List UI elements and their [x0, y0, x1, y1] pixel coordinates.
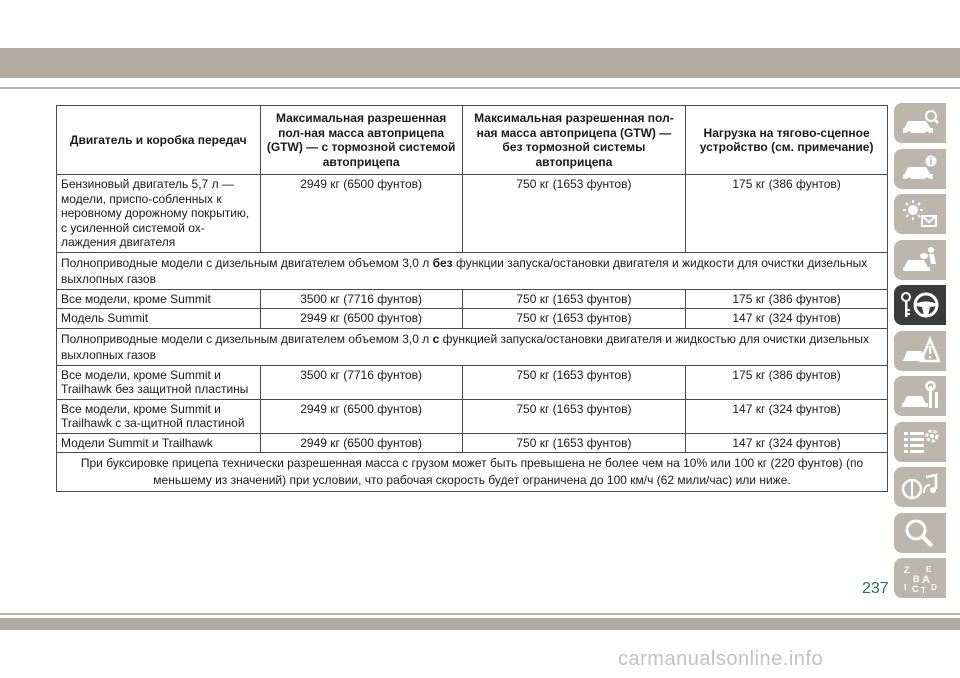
checklist-gear-icon — [900, 426, 940, 458]
row-tongue-cell: 147 кг (324 фунтов) — [686, 309, 888, 329]
footer-rule — [0, 613, 960, 615]
chapter-tab-safety[interactable] — [894, 240, 946, 280]
row-braked-cell: 2949 кг (6500 фунтов) — [260, 309, 462, 329]
row-unbraked-cell: 750 кг (1653 фунтов) — [462, 175, 686, 253]
header-band — [0, 48, 960, 78]
chapter-tab-car-info[interactable] — [894, 149, 946, 189]
row-tongue-cell: 175 кг (386 фунтов) — [686, 289, 888, 309]
index-letter: T — [921, 586, 926, 594]
index-letter: A — [922, 574, 930, 586]
towing-capacity-table — [56, 105, 888, 492]
section-emphasis: без — [432, 255, 453, 270]
index-letter: B — [913, 574, 920, 584]
page-number: 237 — [862, 580, 889, 597]
row-tongue-cell: 147 кг (324 фунтов) — [686, 399, 888, 433]
chapter-tab-technical-specs[interactable] — [894, 422, 946, 462]
steering-key-icon — [900, 289, 940, 321]
row-unbraked-cell: 750 кг (1653 фунтов) — [462, 433, 686, 453]
alphabet-index-icon — [900, 562, 940, 594]
row-engine-cell: Все модели, кроме Summit и Trailhawk с за-щитной пластиной — [57, 399, 261, 433]
chapter-tab-car-overview[interactable] — [894, 103, 946, 143]
car-airbag-icon — [900, 244, 940, 276]
index-letter: Z — [904, 565, 910, 575]
row-tongue-cell: 147 кг (324 фунтов) — [686, 433, 888, 453]
music-nav-icon — [900, 471, 940, 503]
table-section-row — [57, 328, 888, 365]
chapter-tab-servicing[interactable] — [894, 376, 946, 416]
header-engine: Двигатель и коробка передач — [57, 106, 261, 175]
table-section-row — [57, 252, 888, 289]
table-row — [57, 309, 888, 329]
row-braked-cell: 3500 кг (7716 фунтов) — [260, 365, 462, 399]
row-unbraked-cell: 750 кг (1653 фунтов) — [462, 289, 686, 309]
row-braked-cell: 2949 кг (6500 фунтов) — [260, 175, 462, 253]
row-tongue-cell: 175 кг (386 фунтов) — [686, 365, 888, 399]
table-row — [57, 289, 888, 309]
chapter-tab-strip — [894, 103, 946, 604]
chapter-tab-customer-assistance[interactable] — [894, 513, 946, 553]
row-unbraked-cell: 750 кг (1653 фунтов) — [462, 309, 686, 329]
table-header-row — [57, 106, 888, 175]
table-note: При буксировке прицепа технически разрешенная масса с грузом может быть превышена не более чем на 10% или 100 кг (220 фунтов) (по меньшему из значений) при условии, что рабочая скорость будет ограничена до 100 км/ч (62 мили/час) или ниже. — [57, 453, 888, 492]
section-text: функции запуска/остановки двигателя и жидкости для очистки дизельных выхлопных газов — [61, 255, 868, 286]
row-engine-cell: Бензиновый двигатель 5,7 л — модели, приспо-собленных к неровному дорожному покрытию, с усиленной системой ох-лаждения двигателя — [57, 175, 261, 253]
row-braked-cell: 2949 кг (6500 фунтов) — [260, 399, 462, 433]
row-braked-cell: 3500 кг (7716 фунтов) — [260, 289, 462, 309]
section-text: функцией запуска/остановки двигателя и жидкостью для очистки дизельных выхлопных газов — [61, 331, 870, 362]
row-engine-cell: Модель Summit — [57, 309, 261, 329]
table-row — [57, 433, 888, 453]
chapter-tab-warning-lights[interactable] — [894, 194, 946, 234]
header-gtw-unbraked: Максимальная разрешенная пол-ная масса автоприцепа (GTW) — без тормозной системы автоприцепа — [462, 106, 686, 175]
row-tongue-cell: 175 кг (386 фунтов) — [686, 175, 888, 253]
chapter-tab-starting-driving[interactable] — [894, 285, 946, 325]
header-rule — [0, 87, 960, 89]
table-row — [57, 365, 888, 399]
warning-triangle-icon — [900, 335, 940, 367]
row-engine-cell: Все модели, кроме Summit — [57, 289, 261, 309]
chapter-tab-multimedia[interactable] — [894, 467, 946, 507]
index-letter: D — [931, 583, 937, 592]
car-magnifier-icon — [900, 107, 940, 139]
section-heading-diesel-no-stop-start — [57, 252, 888, 289]
header-gtw-braked: Максимальная разрешенная пол-ная масса автоприцепа (GTW) — с тормозной системой автоприцепа — [260, 106, 462, 175]
index-letter: E — [926, 565, 932, 574]
car-info-icon — [900, 153, 940, 185]
chapter-tab-index[interactable] — [894, 558, 946, 598]
row-unbraked-cell: 750 кг (1653 фунтов) — [462, 399, 686, 433]
warning-lights-icon — [900, 198, 940, 230]
row-engine-cell: Все модели, кроме Summit и Trailhawk без защитной пластины — [57, 365, 261, 399]
row-engine-cell: Модели Summit и Trailhawk — [57, 433, 261, 453]
car-tools-icon — [900, 380, 940, 412]
index-letter: C — [912, 584, 919, 594]
header-tongue-load: Нагрузка на тягово-сцепное устройство (см. примечание) — [686, 106, 888, 175]
chapter-tab-emergency[interactable] — [894, 331, 946, 371]
section-heading-diesel-stop-start — [57, 328, 888, 365]
table-note-row — [57, 453, 888, 492]
footer-band — [0, 618, 960, 630]
section-text: Полноприводные модели с дизельным двигателем объемом 3,0 л — [61, 331, 433, 346]
table-row — [57, 175, 888, 253]
index-letter: I — [904, 583, 907, 592]
section-text: Полноприводные модели с дизельным двигателем объемом 3,0 л — [61, 255, 433, 270]
search-icon — [900, 517, 940, 549]
table-row — [57, 399, 888, 433]
watermark: carmanualsonline.info — [618, 648, 824, 670]
section-emphasis: с — [432, 331, 440, 346]
row-braked-cell: 2949 кг (6500 фунтов) — [260, 433, 462, 453]
row-unbraked-cell: 750 кг (1653 фунтов) — [462, 365, 686, 399]
